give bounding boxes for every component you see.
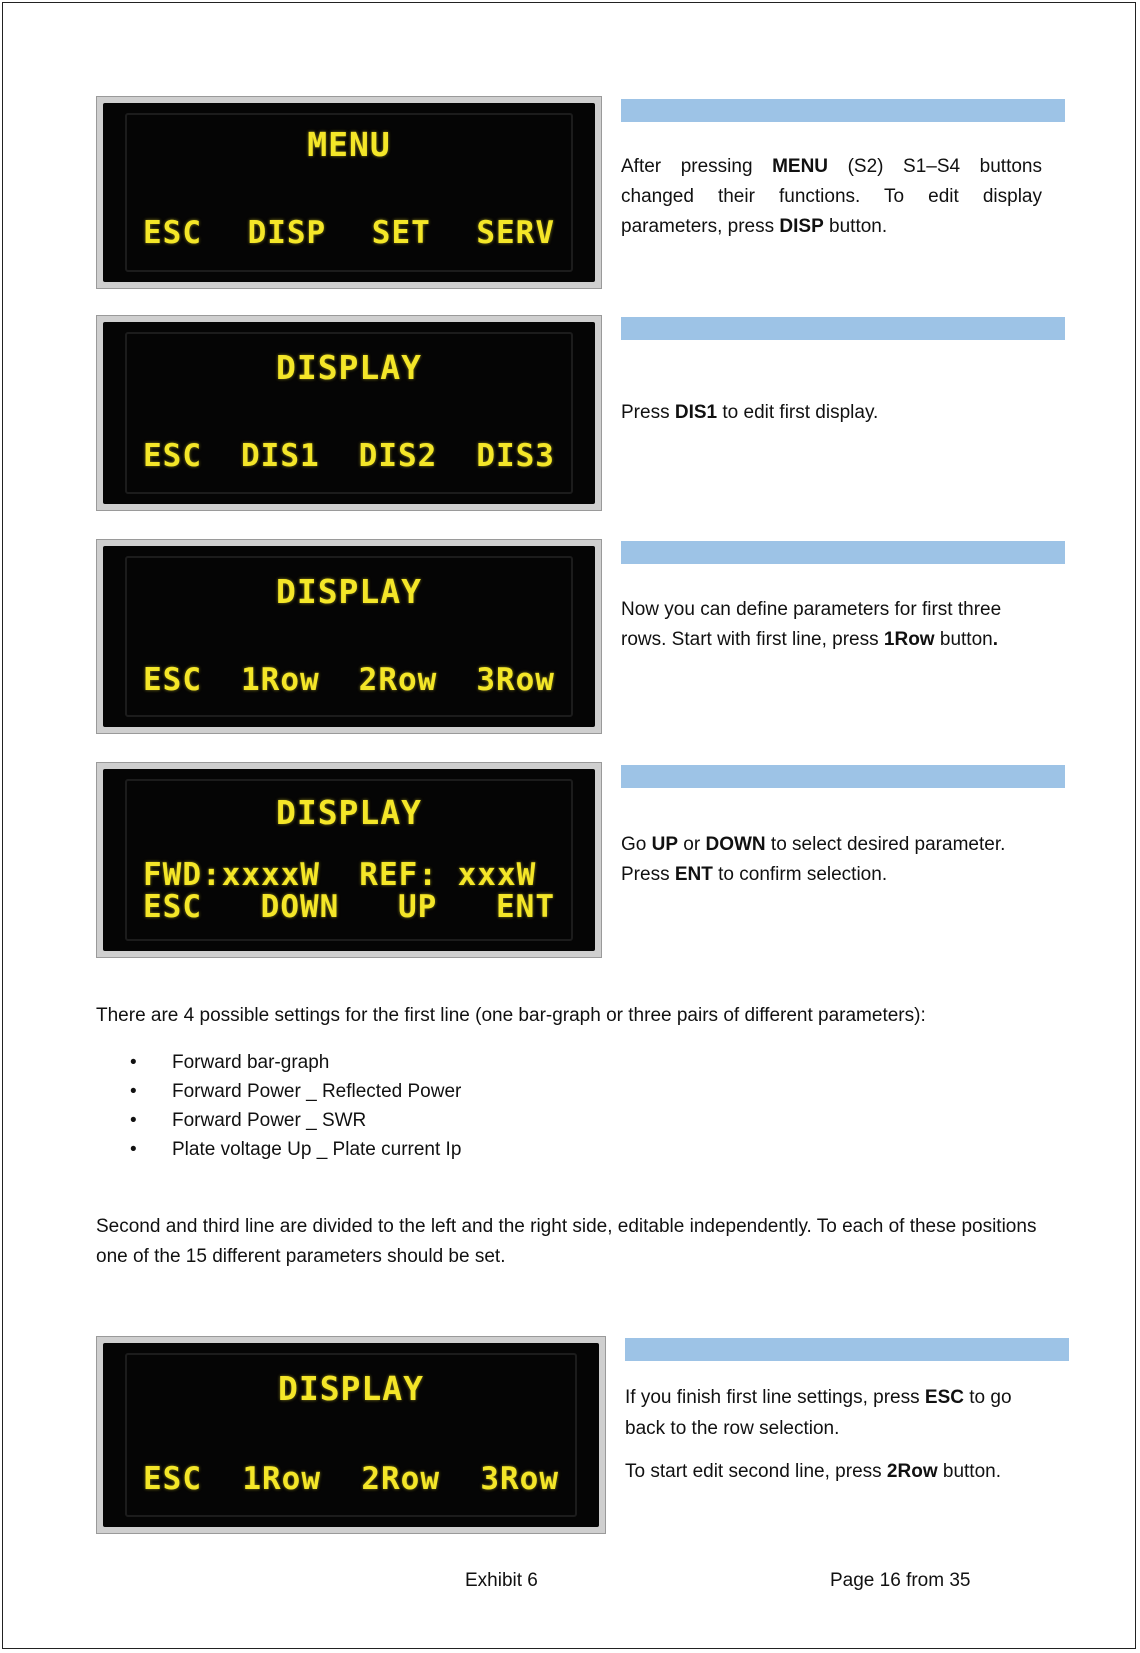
description-row-select: Now you can define parameters for first three rows. Start with first line, press 1Row button. bbox=[621, 599, 1002, 650]
intro-paragraph: There are 4 possible settings for the first line (one bar-graph or three pairs of different parameters): bbox=[96, 1005, 926, 1026]
lcd-key-esc: ESC bbox=[143, 215, 202, 251]
lcd-panel-parameter-select bbox=[96, 762, 602, 958]
lcd-title: DISPLAY bbox=[275, 572, 423, 611]
lcd-key-dis2: DIS2 bbox=[358, 438, 438, 474]
lcd-key-ent: ENT bbox=[496, 889, 555, 925]
description-menu: After pressing MENU (S2) S1–S4 buttons changed their functions. To edit display parameters, press DISP button. bbox=[621, 156, 1042, 237]
lcd-key-2row: 2Row bbox=[361, 1461, 440, 1497]
lcd-title: MENU bbox=[307, 125, 391, 164]
lcd-key-esc: ESC bbox=[143, 438, 202, 474]
section-header-bar bbox=[621, 541, 1065, 564]
lcd-softkey-row bbox=[143, 215, 555, 251]
lcd-key-dis1: DIS1 bbox=[241, 438, 320, 474]
list-item: • Forward Power _ Reflected Power bbox=[130, 1081, 462, 1102]
lcd-key-esc: ESC bbox=[143, 1461, 202, 1497]
lcd-softkey-row bbox=[143, 438, 555, 474]
lcd-key-serv: SERV bbox=[476, 215, 555, 251]
list-item: • Forward Power _ SWR bbox=[130, 1110, 367, 1131]
section-header-bar bbox=[625, 1338, 1069, 1361]
second-paragraph: Second and third line are divided to the left and the right side, editable independently. To each of these positions one of the 15 different parameters should be set. bbox=[96, 1216, 1037, 1267]
lcd-panel-menu bbox=[96, 96, 602, 289]
lcd-key-1row: 1Row bbox=[241, 662, 320, 698]
list-item: • Forward bar-graph bbox=[130, 1052, 330, 1073]
lcd-softkey-row bbox=[143, 889, 555, 925]
lcd-key-dis3: DIS3 bbox=[476, 438, 555, 474]
footer-page-number: Page 16 from 35 bbox=[830, 1570, 971, 1591]
lcd-key-1row: 1Row bbox=[242, 1461, 321, 1497]
lcd-panel-display-select bbox=[96, 315, 602, 511]
lcd-softkey-row bbox=[143, 662, 555, 698]
lcd-key-disp: DISP bbox=[247, 215, 327, 251]
section-header-bar bbox=[621, 317, 1065, 340]
settings-list bbox=[130, 1048, 461, 1164]
lcd-key-set: SET bbox=[371, 215, 431, 251]
lcd-panel-row-select-return bbox=[96, 1336, 606, 1534]
lcd-key-down: DOWN bbox=[260, 889, 340, 925]
lcd-key-esc: ESC bbox=[143, 889, 202, 925]
footer-exhibit: Exhibit 6 bbox=[465, 1570, 538, 1591]
section-header-bar bbox=[621, 99, 1065, 122]
lcd-key-3row: 3Row bbox=[476, 662, 555, 698]
description-row-select-return: If you finish first line settings, press ESC to go back to the row selection. To start edit second line, press 2Row button. bbox=[625, 1387, 1012, 1482]
lcd-key-up: UP bbox=[398, 889, 438, 925]
lcd-key-3row: 3Row bbox=[480, 1461, 559, 1497]
section-header-bar bbox=[621, 765, 1065, 788]
lcd-softkey-row bbox=[143, 1461, 559, 1497]
lcd-key-2row: 2Row bbox=[358, 662, 438, 698]
lcd-key-esc: ESC bbox=[143, 662, 202, 698]
lcd-info-line: FWD:xxxxW REF: xxxW bbox=[143, 857, 537, 893]
lcd-title: DISPLAY bbox=[275, 793, 423, 832]
lcd-panel-row-select bbox=[96, 539, 602, 734]
lcd-title: DISPLAY bbox=[277, 1369, 425, 1408]
description-parameter-select: Go UP or DOWN to select desired parameter. Press ENT to confirm selection. bbox=[621, 834, 1006, 885]
description-display-select: Press DIS1 to edit first display. bbox=[621, 402, 879, 423]
lcd-title: DISPLAY bbox=[275, 348, 423, 387]
list-item: • Plate voltage Up _ Plate current Ip bbox=[130, 1139, 462, 1160]
